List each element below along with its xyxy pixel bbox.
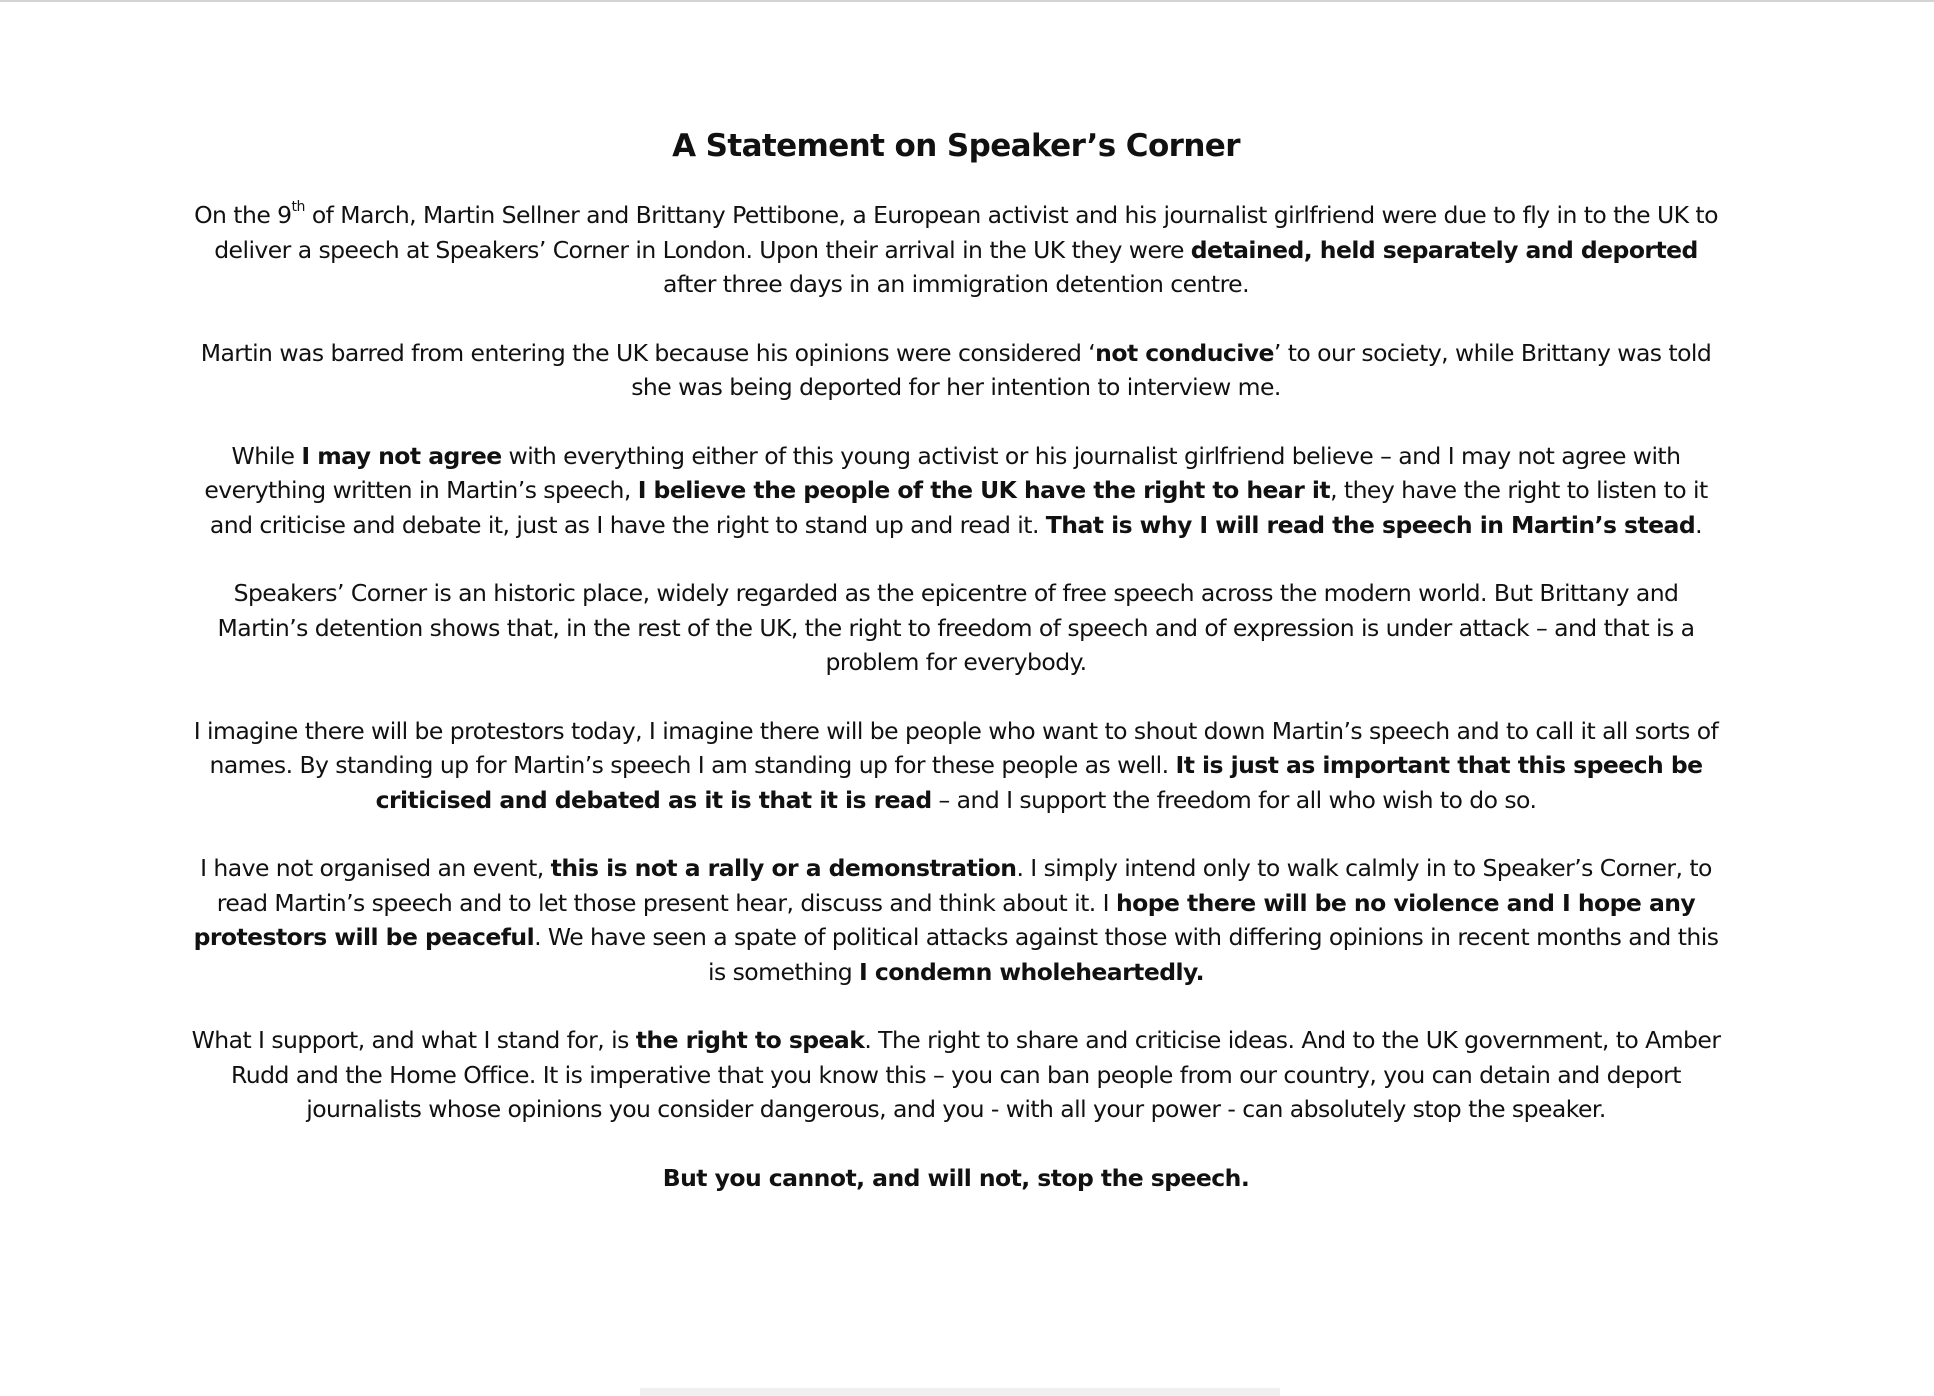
p1-superscript: th [291,199,305,216]
p3-bold-2: I believe the people of the UK have the right to hear it [637,476,1331,504]
p6-bold-2: hope there will be no violence and I hope any protestors will be peaceful [193,888,1696,951]
document-title: A Statement on Speaker’s Corner [672,128,1240,164]
paragraph-right-to-speak [190,1023,1722,1127]
paragraph-arrival [190,198,1722,302]
p3-text-4: . [1695,510,1703,539]
p7-bold-1: the right to speak [635,1026,865,1054]
p2-text-1: Martin was barred from entering the UK because his opinions were considered ‘ [200,338,1096,367]
p5-bold-1: It is just as important that this speech be criticised and debated as it is that it is read [375,751,1703,814]
p5-text-1: I imagine there will be protestors today, I imagine there will be people who want to shout down Martin’s speech and to call it all sorts of names. By standing up for Martin’s speech I am standing up for these people as well. [193,716,1719,779]
p1-text-2: of March, Martin Sellner and Brittany Pettibone, a European activist and his journalist girlfriend were due to fly in to the UK to deliver a speech at Speakers’ Corner in London. Upon their arrival in the UK they were [214,201,1718,264]
p4-text-1: Speakers’ Corner is an historic place, widely regarded as the epicentre of free speech across the modern world. But Brittany and Martin’s detention shows that, in the rest of the UK, the right to freedom of speech and of expression is under attack – and that is a problem for everybody. [217,579,1695,676]
paragraph-protestors [190,714,1722,818]
p6-text-2: . I simply intend only to walk calmly in to Speaker’s Corner, to read Martin’s speech and to let those present hear, discuss and think about it. I [216,854,1712,917]
paragraph-closing [190,1161,1722,1196]
paragraph-barred [190,336,1722,405]
p3-text-2: with everything either of this young activist or his journalist girlfriend believe – and I may not agree with everything written in Martin’s speech, [204,441,1681,504]
p7-text-2: . The right to share and criticise ideas. And to the UK government, to Amber Rudd and the Home Office. It is imperative that you know this – you can ban people from our country, you can detain and deport journalists whose opinions you consider dangerous, and you - with all your power - can absolutely stop the speaker. [231,1026,1721,1123]
p5-text-2: – and I support the freedom for all who wish to do so. [931,785,1537,814]
page-bottom-shadow [640,1388,1280,1396]
p1-text-3: after three days in an immigration detention centre. [663,270,1249,298]
paragraph-not-an-event [190,851,1722,989]
paragraph-speakers-corner [190,576,1722,680]
statement-document [190,126,1722,1229]
p3-text-3: , they have the right to listen to it and criticise and debate it, just as I have the right to stand up and read it. [209,476,1708,539]
p6-text-3: . We have seen a spate of political attacks against those with differing opinions in recent months and this is something [534,923,1719,986]
p8-bold-1: But you cannot, and will not, stop the speech. [662,1163,1250,1192]
p3-text-1: While [231,441,302,470]
p7-text-1: What I support, and what I stand for, is [191,1026,636,1054]
p2-text-2: ’ to our society, while Brittany was told she was being deported for her intention to interview me. [631,338,1712,401]
paragraph-right-to-hear [190,439,1722,543]
p6-bold-3: I condemn wholeheartedly. [859,957,1204,986]
p3-bold-1: I may not agree [301,441,502,470]
page-top-border [0,0,1934,2]
p2-bold-1: not conducive [1095,338,1274,367]
p1-bold-1: detained, held separately and deported [1190,235,1698,264]
p6-text-1: I have not organised an event, [200,854,551,882]
p6-bold-1: this is not a rally or a demonstration [550,854,1017,882]
p1-text-1: On the 9 [194,201,292,229]
p3-bold-3: That is why I will read the speech in Martin’s stead [1045,510,1696,539]
